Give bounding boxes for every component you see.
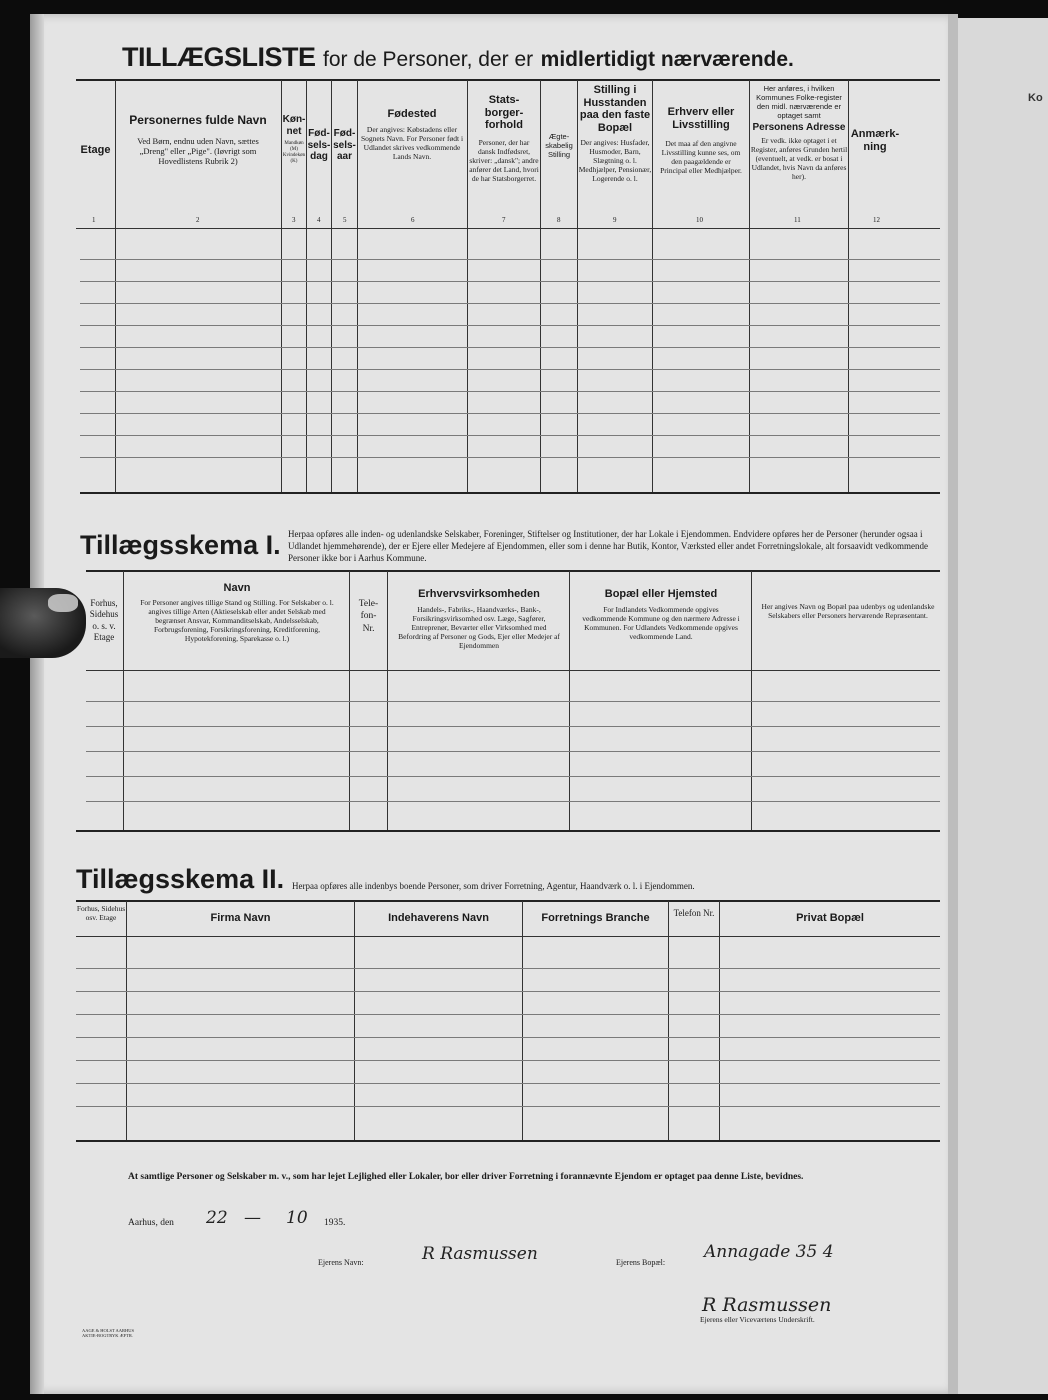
declaration-text: At samtlige Personer og Selskaber m. v., som har lejet Lejlighed eller Lokaler, bor eller driver Forretning i forannævnte Ejendom er optaget paa denne Liste, bevidnes. [128,1172,804,1182]
col-header-citizenship [469,94,539,183]
col-header-remarks: Anmærk-ning [850,128,900,153]
table-row-line [80,457,940,458]
table-row-line [80,369,940,370]
table-row-line [86,726,940,727]
table-row-line [80,281,940,282]
table-row-line [80,303,940,304]
skema2-top-border [76,900,940,902]
owner-signature: R Rasmussen [702,1294,832,1316]
col-header-household-title: Stilling i Husstanden paa den faste Bopæl [579,84,651,134]
table-row-line [76,1014,940,1015]
title-middle: for de Personer, der er [323,48,534,71]
title-main: TILLÆGSLISTE [122,42,316,72]
col-number: 5 [343,216,347,224]
table-row-line [80,259,940,260]
table-row-line [80,435,940,436]
table-row-line [80,347,940,348]
table-row-line [76,1037,940,1038]
col-divider [126,901,127,1140]
col-header-occupation-note: Det maa af den angivne Livsstilling kunne ses, om den paagældende er Principal eller Medhjælper. [660,139,742,176]
skema2-col-phone: Telefon Nr. [673,908,715,918]
col-header-citizenship-note: Personer, der har dansk Indfødsret, skriver: „dansk"; andre anfører det Land, hvori de har Statsborgerret. [469,137,539,183]
col-divider [719,901,720,1140]
col-header-citizenship-title: Stats-borger-forhold [484,94,524,132]
skema1-top-border [86,570,940,572]
table-row-line [76,991,940,992]
col-header-occupation-title: Erhverv eller Livsstilling [667,106,735,131]
skema1-col-residence-note: For Indlandets Vedkommende opgives vedkommende Kommune og den nærmere Adresse i Kommunen. For Udlandets Vedkommende opgives vedkommende Land. [582,604,740,641]
col-header-gender [282,114,306,165]
table-row-line [86,801,940,802]
table-row-line [86,751,940,752]
col-header-occupation [653,106,749,175]
skema2-col-address: Privat Bopæl [796,912,864,924]
skema1-title: Tillægsskema I. [80,530,281,560]
skema1-col-name-note: For Personer angives tillige Stand og Stilling. For Selskaber o. l. angives tillige Arten (Aktieselskab eller andet Selskab med begrænset Ansvar, Kommanditselskab, Andelsselskab, Forbrugsforening, Forsikringsforening, Kreditforening, Hypotekforening, Sparekasse o. l.) [140,597,334,643]
date-day: 22 [206,1208,228,1228]
col-header-etage: Etage [80,144,111,156]
adjacent-page [958,18,1048,1394]
thumb-nail [48,594,78,612]
skema1-col-etage: Forhus, Sidehus o. s. v. Etage [89,598,119,642]
col-header-birthplace-note: Der angives: Købstadens eller Sognets Navn. For Personer født i Udlandet skrives vedkommende Lands Navn. [360,124,464,161]
col-divider [115,80,116,492]
printer-mark: AAGE & HOLST AARHUS AKTIE-BOGTRYK ÆFTR. [82,1328,135,1339]
col-number: 10 [696,216,703,224]
col-header-marital: Ægte-skabelig Stilling [545,132,573,159]
date-year: 1935. [324,1218,346,1228]
place-label: Aarhus, den [128,1218,174,1228]
form-title [122,42,794,73]
col-header-birthday: Fød-sels-dag [307,128,331,162]
col-number: 8 [557,216,561,224]
col-number: 11 [794,216,801,224]
col-header-name [118,114,278,166]
page-edge [948,14,958,1394]
col-header-address-intro: Her anføres, i hvilken Kommunes Folke-register den midl. nærværende er optaget samt [756,84,842,120]
skema2-bottom-border [76,1140,940,1142]
col-divider [467,80,468,492]
col-header-birthyear: Fød-sels-aar [333,128,356,162]
adjacent-page-text: Ko [1028,92,1043,104]
main-table-top-border [76,79,940,81]
skema1-description: Herpaa opføres alle inden- og udenlandske Selskaber, Foreninger, Stiftelser og Institutioner, der har Lokale i Ejendommen. Endvidere opføres her de Personer (herunder ogsaa i Udlandet hjemmehørende), der er Ejere eller Medejere af Ejendommen, eller som i denne har Butik, Kontor, Værksted eller andet Forretningslokale, alt forsaavidt vedkommende Personer ikke bor i Aarhus Kommune. [288,529,929,564]
col-header-household [578,84,652,183]
skema2-col-etage: Forhus, Sidehus osv. Etage [76,904,126,922]
skema1-col-business [390,588,568,650]
table-row-line [76,1083,940,1084]
skema2-header-border [76,936,940,937]
table-row-line [76,1106,940,1107]
signature-label: Ejerens eller Viceværtens Underskrift. [700,1315,815,1324]
table-row-line [80,391,940,392]
skema2-col-firm: Firma Navn [210,912,271,924]
col-header-address [750,84,848,181]
skema1-header-border [86,670,940,671]
main-table-bottom-border [80,492,940,494]
col-header-name-title: Personernes fulde Navn [129,113,267,127]
table-row-line [76,1060,940,1061]
skema1-col-business-title: Erhvervsvirksomheden [418,588,540,600]
owner-name: R Rasmussen [422,1244,538,1264]
skema1-col-phone: Tele-fon-Nr. [358,599,379,634]
skema1-col-name-title: Navn [223,582,251,594]
table-row-line [80,325,940,326]
col-header-address-title: Personens Adresse [752,122,846,133]
skema2-description: Herpaa opføres alle indenbys boende Personer, som driver Forretning, Agentur, Haandværk o. l. i Ejendommen. [292,881,695,891]
owner-address: Annagade 35 4 [704,1242,834,1262]
table-row-line [80,413,940,414]
owner-name-label: Ejerens Navn: [318,1258,364,1267]
form-page [30,14,948,1394]
skema1-col-representative: Her angives Navn og Bopæl paa udenbys og udenlandske Selskabers eller Personers herværende Repræsentant. [761,602,935,620]
col-divider [668,901,669,1140]
skema2-title: Tillægsskema II. [76,864,285,894]
title-end: midlertidigt nærværende. [540,48,794,71]
skema1-bottom-border [76,830,940,832]
col-divider [357,80,358,492]
skema2-col-branch: Forretnings Branche [541,912,650,924]
skema2-col-owner: Indehaverens Navn [388,912,489,924]
col-header-household-note: Der angives: Husfader, Husmoder, Barn, Slægtning o. l. Medhjælper, Pensionær, Logerende o. l. [578,137,652,183]
col-number: 9 [613,216,617,224]
table-row-line [76,968,940,969]
col-number: 3 [292,216,296,224]
col-number: 7 [502,216,506,224]
skema1-col-residence-title: Bopæl eller Hjemsted [604,588,718,600]
owner-address-label: Ejerens Bopæl: [616,1258,666,1267]
table-row-line [86,701,940,702]
col-number: 12 [873,216,880,224]
col-divider [522,901,523,1140]
col-header-birthplace [360,108,464,161]
col-divider [848,80,849,492]
col-number: 6 [411,216,415,224]
date-month: 10 [286,1208,308,1228]
skema1-col-name [126,582,348,643]
col-number: 1 [92,216,96,224]
book-spine [30,14,44,1394]
col-header-gender-title: Køn-net [282,114,306,137]
skema1-col-residence [572,588,750,641]
col-header-birthplace-title: Fødested [387,108,437,120]
col-divider [354,901,355,1140]
col-number: 4 [317,216,321,224]
date-dash: — [244,1208,261,1228]
col-header-address-note: Er vedk. ikke optaget i et Register, anføres Grunden hertil (eventuelt, at vedk. er bosat i Udlandet, hvis Navn da anføres her). [750,135,848,181]
col-header-name-note: Ved Børn, endnu uden Navn, sættes „Dreng" eller „Pige". (Iøvrigt som Hovedlistens Rubrik 2) [137,135,259,167]
col-header-gender-note: Mandkøn (M) Kvindekøn (K) [282,141,306,164]
skema1-col-business-note: Handels-, Fabriks-, Haandværks-, Bank-, Forsikringsvirksomhed osv. Læge, Sagfører, Entreprenør, Beværter eller Virksomhed med Befordring af Personer og Gods, Ejer eller Medejer af Ejendommen [398,604,560,650]
main-table-header-border [76,228,940,229]
table-row-line [86,776,940,777]
col-number: 2 [196,216,200,224]
